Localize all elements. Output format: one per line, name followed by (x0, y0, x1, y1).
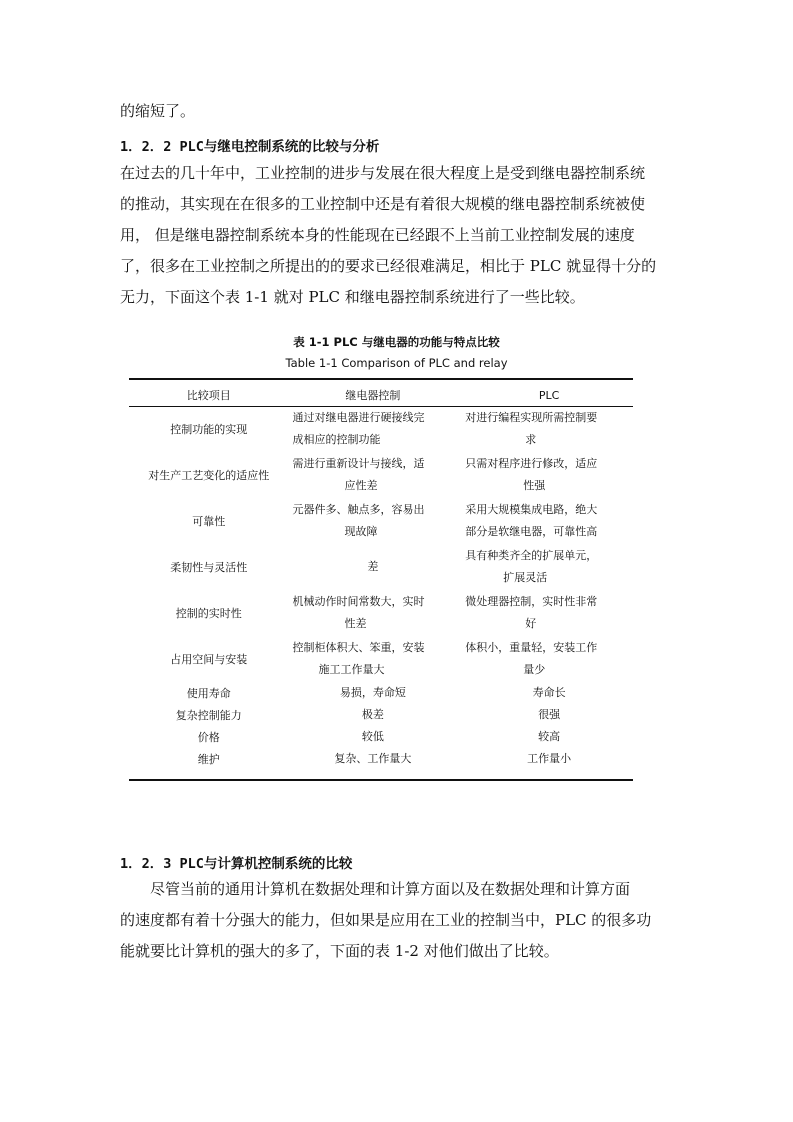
text-line: 的速度都有着十分强大的能力，但如果是应用在工业的控制当中，PLC 的很多功 (120, 911, 652, 929)
row-plc (457, 748, 633, 770)
table-header-row (129, 384, 633, 406)
row-plc (457, 726, 633, 748)
cell-line: 扩展灵活 (503, 571, 548, 584)
row-item: 复杂控制能力 (175, 709, 242, 722)
cell-line: 工作量小 (527, 752, 572, 765)
cell-line: 性差 (344, 617, 367, 630)
text-line: 尽管当前的通用计算机在数据处理和计算方面以及在数据处理和计算方面 (120, 880, 631, 898)
cell-line: 求 (525, 433, 537, 446)
cell-line: 只需对程序进行修改，适应 (465, 457, 598, 470)
table-row (129, 748, 633, 770)
cell-line: 元器件多、触点多，容易出 (292, 503, 425, 516)
row-item: 可靠性 (192, 515, 226, 528)
table-row (129, 452, 633, 498)
text-line: 的缩短了。 (120, 102, 196, 120)
table-bottom-rule (129, 779, 633, 781)
cell-line: 通过对继电器进行硬接线完 (292, 411, 425, 424)
row-plc (457, 636, 633, 682)
cell-line: 很强 (538, 708, 561, 721)
cell-line: 需进行重新设计与接线，适 (292, 457, 425, 470)
cell-line: 采用大规模集成电路，绝大 (465, 503, 598, 516)
header-item: 比较项目 (186, 389, 231, 402)
paragraph-computer-comparison (120, 874, 680, 967)
cell-line: 现故障 (344, 525, 378, 538)
table-row (129, 498, 633, 544)
cell-line: 量少 (523, 663, 546, 676)
table-caption-english: Table 1-1 Comparison of PLC and relay (285, 356, 508, 370)
cell-line: 差 (367, 560, 379, 573)
cell-line: 易损，寿命短 (339, 686, 406, 699)
cell-line: 应性差 (344, 479, 378, 492)
row-item: 控制功能的实现 (170, 423, 248, 436)
header-plc: PLC (538, 388, 560, 402)
row-relay (289, 452, 458, 498)
row-relay (289, 636, 458, 682)
row-plc (457, 544, 633, 590)
row-plc (457, 452, 633, 498)
text-line: 用， 但是继电器控制系统本身的性能现在已经跟不上当前工业控制发展的速度 (120, 226, 635, 244)
row-relay (289, 704, 458, 726)
cell-line: 机械动作时间常数大，实时 (292, 595, 425, 608)
row-item: 使用寿命 (186, 687, 231, 700)
cell-line: 复杂、工作量大 (334, 752, 412, 765)
row-plc (457, 406, 633, 452)
row-relay (289, 748, 458, 770)
row-relay (289, 682, 458, 704)
row-item: 控制的实时性 (175, 607, 242, 620)
cell-line: 较低 (361, 730, 384, 743)
section-heading-1-2-2: 1．2．2 PLC与继电控制系统的比较与分析 (120, 139, 380, 155)
cell-line: 好 (525, 617, 537, 630)
comparison-table (129, 384, 633, 770)
cell-line: 寿命长 (532, 686, 566, 699)
row-relay (289, 498, 458, 544)
row-item: 柔韧性与灵活性 (170, 561, 248, 574)
row-item: 占用空间与安装 (170, 653, 248, 666)
table-row (129, 704, 633, 726)
row-item: 维护 (197, 753, 220, 766)
table-caption-chinese: 表 1-1 PLC 与继电器的功能与特点比较 (293, 335, 500, 349)
row-plc (457, 682, 633, 704)
text-line: 无力，下面这个表 1-1 就对 PLC 和继电器控制系统进行了一些比较。 (120, 288, 585, 306)
row-plc (457, 498, 633, 544)
paragraph-relay-comparison (120, 158, 680, 313)
cell-line: 性强 (523, 479, 546, 492)
continued-paragraph (120, 96, 680, 127)
cell-line: 控制柜体积大、笨重，安装 (292, 641, 425, 654)
cell-line: 较高 (538, 730, 561, 743)
cell-line: 微处理器控制，实时性非常 (465, 595, 598, 608)
cell-line: 体积小，重量轻，安装工作 (465, 641, 598, 654)
table-row (129, 590, 633, 636)
section-heading-1-2-3: 1．2．3 PLC与计算机控制系统的比较 (120, 856, 353, 872)
text-line: 了，很多在工业控制之所提出的的要求已经很难满足，相比于 PLC 就显得十分的 (120, 257, 657, 275)
text-line: 在过去的几十年中，工业控制的进步与发展在很大程度上是受到继电器控制系统 (120, 164, 646, 182)
table-row (129, 544, 633, 590)
cell-line: 成相应的控制功能 (292, 433, 381, 446)
table-row (129, 636, 633, 682)
row-relay (289, 590, 458, 636)
cell-line: 施工工作量大 (318, 663, 385, 676)
row-item: 对生产工艺变化的适应性 (148, 469, 270, 482)
row-relay (289, 544, 458, 590)
text-line: 的推动，其实现在在很多的工业控制中还是有着很大规模的继电器控制系统被使 (120, 195, 646, 213)
table-top-rule (129, 378, 633, 380)
table-row (129, 682, 633, 704)
row-plc (457, 590, 633, 636)
row-relay (289, 406, 458, 452)
cell-line: 极差 (361, 708, 384, 721)
cell-line: 对进行编程实现所需控制要 (465, 411, 598, 424)
row-plc (457, 704, 633, 726)
header-relay: 继电器控制 (345, 389, 401, 402)
row-item: 价格 (197, 731, 220, 744)
cell-line: 部分是软继电器，可靠性高 (465, 525, 598, 538)
table-row (129, 406, 633, 452)
cell-line: 具有种类齐全的扩展单元， (465, 549, 598, 562)
table-row (129, 726, 633, 748)
text-line: 能就要比计算机的强大的多了，下面的表 1-2 对他们做出了比较。 (120, 942, 559, 960)
row-relay (289, 726, 458, 748)
